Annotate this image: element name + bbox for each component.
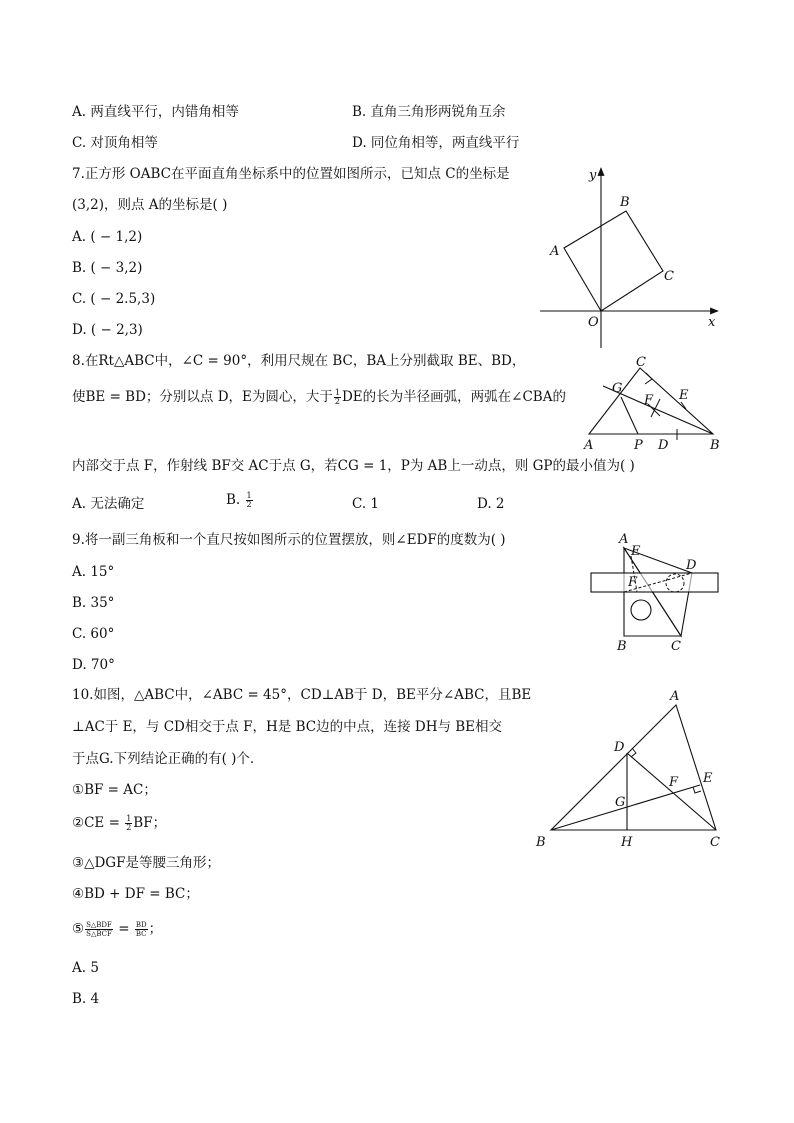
q9-label-a: A — [619, 532, 629, 547]
q10-c5-rden: BC — [135, 930, 147, 938]
q8-line2-pre: 使BE = BD；分别以点 D，E为圆心，大于 — [72, 389, 333, 405]
q10-c5-rnum: BD — [135, 921, 147, 929]
q8-frac-den: 2 — [334, 397, 340, 406]
q9-label-e: E — [631, 544, 641, 559]
q8-option-c: C. 1 — [352, 496, 380, 512]
q10-c2-den: 2 — [126, 823, 132, 832]
q10-c2-pre: ②CE = — [72, 815, 125, 831]
q10-c5-den: S△BCF — [86, 930, 112, 938]
q9-option-c: C. 60° — [72, 626, 115, 642]
q7-stem-line2: (3,2)，则点 A的坐标是( ) — [72, 197, 228, 213]
q7-label-x: x — [708, 315, 716, 330]
q7-option-b: B. ( − 3,2) — [72, 260, 143, 276]
q10-label-h: H — [621, 835, 633, 850]
q8-option-d: D. 2 — [477, 496, 505, 512]
q8-stem-line1: 8.在Rt△ABC中，∠C = 90°，利用尺规在 BC，BA上分别截取 BE、BD， — [72, 353, 526, 369]
q10-label-d: D — [614, 740, 625, 755]
q7-label-a: A — [550, 244, 560, 259]
q7-option-d: D. ( − 2,3) — [72, 322, 143, 338]
q9-option-d: D. 70° — [72, 657, 115, 673]
q8-label-f: F — [644, 393, 654, 408]
q9-label-d: D — [686, 558, 697, 573]
q8-label-p: P — [634, 438, 643, 453]
q7-label-y: y — [589, 168, 597, 183]
q8-frac-num: 1 — [334, 388, 340, 397]
q10-conclusion-1: ①BF = AC； — [72, 782, 157, 798]
q10-stem-line1: 10.如图，△ABC中，∠ABC = 45°，CD⊥AB于 D，BE平分∠ABC，且BE — [72, 687, 532, 703]
q10-c2-num: 1 — [126, 814, 132, 823]
q7-option-a: A. ( − 1,2) — [72, 229, 143, 245]
q10-label-g: G — [615, 795, 626, 810]
q7-stem-line1: 7.正方形 OABC在平面直角坐标系中的位置如图所示，已知点 C的坐标是 — [72, 166, 510, 182]
q10-segment-cd — [627, 753, 716, 830]
q10-label-b: B — [536, 835, 546, 850]
q7-label-b: B — [620, 195, 630, 210]
q10-label-f: F — [669, 775, 679, 790]
q10-option-a: A. 5 — [72, 960, 99, 976]
q9-label-b: B — [617, 639, 627, 654]
q10-conclusion-3: ③△DGF是等腰三角形； — [72, 855, 220, 871]
q10-label-c: C — [710, 835, 720, 850]
q10-option-b: B. 4 — [72, 991, 100, 1007]
q10-c5-num: S△BDF — [86, 921, 112, 929]
q10-c5-post: ； — [148, 921, 163, 937]
q6-option-a: A. 两直线平行，内错角相等 — [72, 104, 239, 120]
q7-label-o: O — [588, 315, 599, 330]
q9-label-f: F — [628, 575, 638, 590]
q8-label-a: A — [584, 438, 594, 453]
q8-option-b-num: 1 — [246, 491, 252, 500]
q8-label-d: D — [658, 438, 669, 453]
q10-c2-post: BF； — [133, 815, 167, 831]
q9-label-c: C — [671, 639, 681, 654]
q7-label-c: C — [664, 269, 674, 284]
q10-label-e: E — [703, 771, 713, 786]
q10-c5-mid: = — [113, 921, 134, 937]
q10-stem-line3: 于点G.下列结论正确的有( )个． — [72, 751, 264, 767]
q10-triangle-abc — [551, 705, 716, 830]
q8-option-b-label: B. — [226, 492, 245, 508]
q7-option-c: C. ( − 2.5,3) — [72, 291, 156, 307]
q6-option-b: B. 直角三角形两锐角互余 — [352, 104, 506, 120]
q8-label-b: B — [710, 438, 720, 453]
q8-label-g: G — [612, 381, 623, 396]
q8-option-b-den: 2 — [246, 500, 252, 509]
q10-label-a: A — [670, 689, 680, 704]
q9-stem: 9.将一副三角板和一个直尺按如图所示的位置摆放，则∠EDF的度数为( ) — [72, 532, 506, 548]
q8-label-c: C — [636, 355, 646, 370]
q8-stem-line3: 内部交于点 F，作射线 BF交 AC于点 G，若CG = 1，P为 AB上一动点，则 GP的最小值为( ) — [72, 458, 635, 474]
q10-stem-line2: ⊥AC于 E，与 CD相交于点 F，H是 BC边的中点，连接 DH与 BE相交 — [72, 719, 503, 735]
q10-conclusion-4: ④BD + DF = BC； — [72, 886, 199, 902]
q10-right-angle-e — [693, 787, 701, 793]
q9-option-a: A. 15° — [72, 564, 115, 580]
q6-option-d: D. 同位角相等，两直线平行 — [352, 135, 520, 151]
q8-option-a: A. 无法确定 — [72, 496, 145, 512]
q10-c5-pre: ⑤ — [72, 921, 85, 937]
q9-option-b: B. 35° — [72, 595, 115, 611]
q6-option-c: C. 对顶角相等 — [72, 135, 158, 151]
q8-line2-post: DE的长为半径画弧，两弧在∠CBA的 — [341, 389, 566, 405]
q8-label-e: E — [679, 388, 689, 403]
